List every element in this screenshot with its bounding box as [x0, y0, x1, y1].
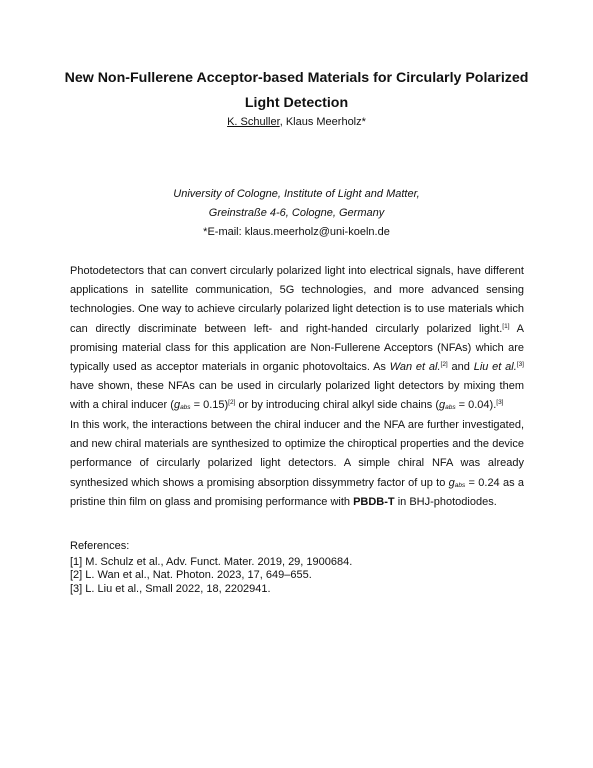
citation: [2] [440, 361, 448, 369]
polymer-name: PBDB-T [353, 495, 395, 508]
paragraph-introduction [70, 262, 524, 416]
reference-item: [2] L. Wan et al., Nat. Photon. 2023, 17, 649–655. [70, 569, 312, 582]
affiliation-block [60, 185, 533, 242]
text-run: = 0.15) [190, 399, 229, 412]
reference-item: [3] L. Liu et al., Small 2022, 18, 2202941. [70, 582, 271, 595]
presenting-author: K. Schuller [227, 116, 280, 128]
citation: [1] [502, 322, 510, 330]
citation: [2] [228, 399, 236, 407]
references-list [70, 556, 524, 596]
affiliation-institute: University of Cologne, Institute of Light and Matter, [173, 188, 420, 200]
cited-author: Liu et al. [473, 361, 517, 374]
text-run: or by introducing chiral alkyl side chains ( [235, 399, 439, 412]
paper-title: New Non-Fullerene Acceptor-based Materials for Circularly Polarized Light Detection [64, 70, 529, 111]
corresponding-author: Klaus Meerholz* [285, 116, 366, 128]
abs-subscript: abs [180, 404, 191, 412]
text-run: Photodetectors that can convert circularly polarized light into electrical signals, have different applications in satellite communication, 5G technologies, and more advanced sensing technologies. One way to achieve circularly polarized light detection is to use materials which can directly discriminate between left- and right-handed circularly polarized light. [70, 265, 524, 335]
text-run: in BHJ-photodiodes. [394, 495, 497, 508]
g-symbol: g [438, 399, 446, 412]
reference-item: [1] M. Schulz et al., Adv. Funct. Mater. 2019, 29, 1900684. [70, 556, 353, 568]
author-separator: , [279, 116, 286, 128]
affiliation-address: Greinstraße 4-6, Cologne, Germany [208, 207, 385, 219]
citation: [3] [496, 399, 504, 407]
g-symbol: g [448, 476, 455, 489]
text-run: and [447, 361, 474, 374]
paragraph-work [70, 416, 524, 512]
abs-subscript: abs [445, 404, 456, 412]
abs-subscript: abs [454, 481, 466, 489]
citation: [3] [516, 361, 524, 369]
affiliation-email: *E-mail: klaus.meerholz@uni-koeln.de [203, 226, 390, 238]
author-line [60, 114, 533, 130]
cited-author: Wan et al. [389, 361, 441, 374]
text-run: have shown, these NFAs can be used in circularly polarized light detectors by mixing them with a chiral inducer ( [70, 380, 524, 412]
text-run: = 0.24 as a pristine thin film on glass and promising performance with [70, 476, 525, 508]
references-heading: References: [70, 540, 130, 552]
g-symbol: g [173, 399, 181, 412]
text-run: In this work, the interactions between the chiral inducer and the NFA are further investigated, and new chiral materials are synthesized to optimize the chiroptical properties and the device performance of circularly polarized light detectors. A simple chiral NFA was already synthesized which shows a promising absorption dissymmetry factor of up to [70, 419, 524, 489]
text-run: A promising material class for this application are Non-Fullerene Acceptors (NFAs) which are typically used as acceptor materials in organic photovoltaics. As [70, 322, 524, 374]
text-run: = 0.04). [455, 399, 497, 412]
